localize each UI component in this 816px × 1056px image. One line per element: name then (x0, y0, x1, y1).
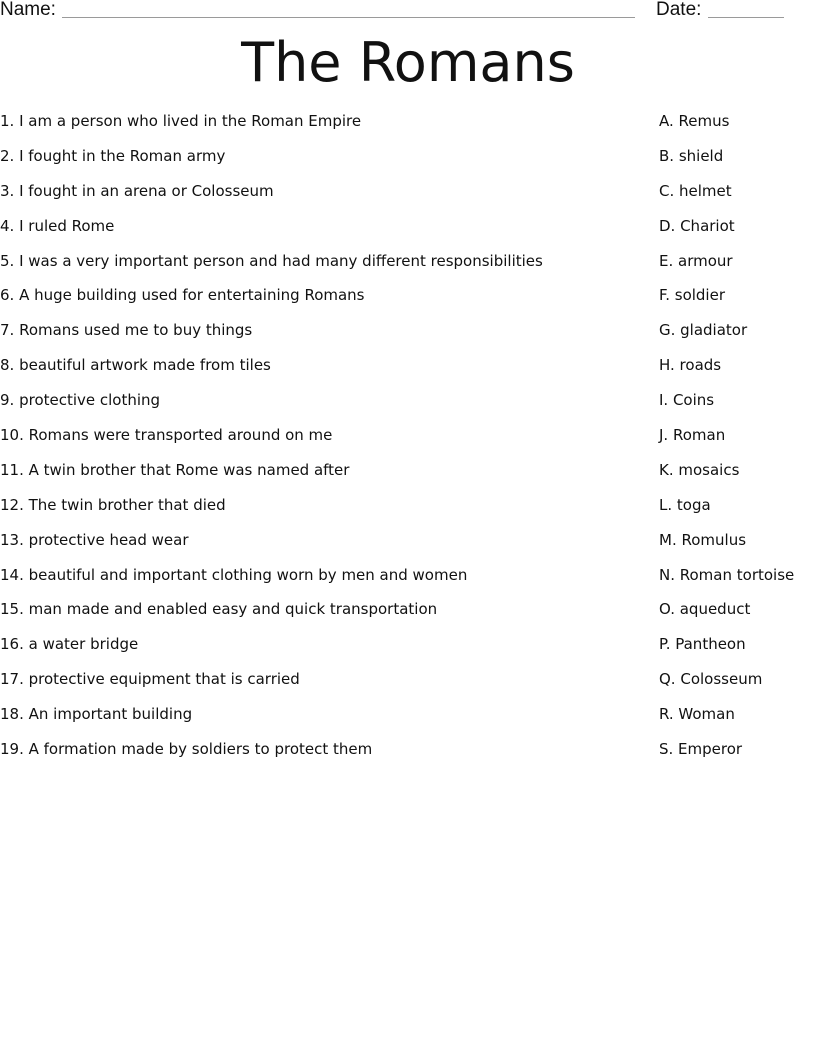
clue-item: 6. A huge building used for entertaining Romans (0, 286, 365, 305)
clue-item: 13. protective head wear (0, 530, 189, 549)
name-label: Name: (0, 0, 56, 20)
clue-item: 8. beautiful artwork made from tiles (0, 356, 271, 375)
clue-item: 7. Romans used me to buy things (0, 321, 253, 340)
answer-item: J. Roman (659, 426, 726, 445)
page-title: The Romans (241, 31, 575, 94)
answer-item: O. aqueduct (659, 600, 751, 619)
answer-item: F. soldier (659, 286, 725, 305)
answer-item: H. roads (659, 356, 722, 375)
clue-item: 15. man made and enabled easy and quick transportation (0, 600, 438, 619)
clue-item: 12. The twin brother that died (0, 495, 226, 514)
clue-item: 10. Romans were transported around on me (0, 426, 333, 445)
clue-item: 1. I am a person who lived in the Roman Empire (0, 112, 362, 130)
header-row (0, 0, 816, 24)
answer-item: R. Woman (659, 705, 735, 724)
answer-item: M. Romulus (659, 530, 747, 549)
clue-list (0, 110, 640, 773)
name-field[interactable] (62, 17, 635, 18)
answer-item: A. Remus (659, 112, 730, 130)
date-field[interactable] (708, 17, 784, 18)
answer-item: G. gladiator (659, 321, 748, 340)
answer-item: C. helmet (659, 181, 732, 200)
clue-item: 9. protective clothing (0, 391, 161, 410)
answer-item: K. mosaics (659, 460, 740, 479)
answer-item: I. Coins (659, 391, 715, 410)
clue-item: 17. protective equipment that is carried (0, 670, 300, 689)
answer-item: Q. Colosseum (659, 670, 763, 689)
answer-item: S. Emperor (659, 740, 743, 759)
clue-item: 18. An important building (0, 705, 193, 724)
answer-item: L. toga (659, 495, 711, 514)
clue-item: 16. a water bridge (0, 635, 139, 654)
answer-item: B. shield (659, 146, 724, 165)
clue-item: 2. I fought in the Roman army (0, 146, 226, 165)
answer-item: N. Roman tortoise (659, 565, 795, 584)
answer-item: P. Pantheon (659, 635, 746, 654)
answer-item: E. armour (659, 251, 733, 270)
clue-item: 5. I was a very important person and had many different responsibilities (0, 251, 543, 270)
clue-item: 19. A formation made by soldiers to protect them (0, 740, 373, 759)
clue-item: 14. beautiful and important clothing worn by men and women (0, 565, 468, 584)
answer-item: D. Chariot (659, 216, 735, 235)
answer-list (659, 110, 816, 773)
clue-item: 3. I fought in an arena or Colosseum (0, 181, 274, 200)
clue-item: 4. I ruled Rome (0, 216, 115, 235)
date-label: Date: (656, 0, 702, 20)
clue-item: 11. A twin brother that Rome was named after (0, 460, 350, 479)
